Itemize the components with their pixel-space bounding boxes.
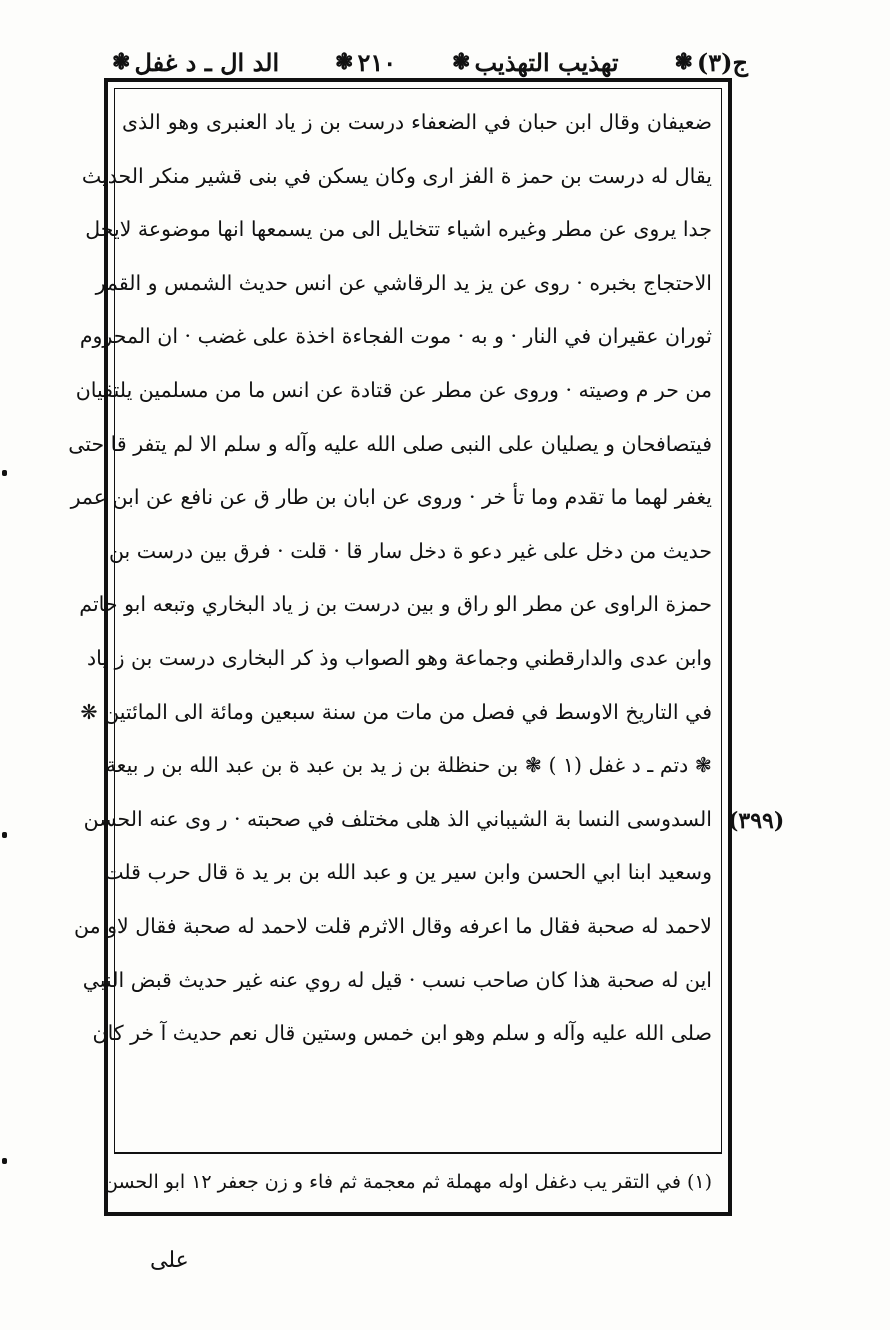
volume-label: ج(٣) xyxy=(696,47,748,77)
ornament-icon: ❃ xyxy=(335,49,354,75)
text-line: وابن عدى والدارقطني وجماعة وهو الصواب وذ كر البخارى درست بن ز ياد xyxy=(87,645,712,670)
text-line: ضعيفان وقال ابن حبان في الضعفاء درست بن ز ياد العنبرى وهو الذى xyxy=(122,110,712,134)
ornament-icon: ❃ xyxy=(112,49,131,75)
text-line: في التاريخ الاوسط في فصل من مات من سنة سبعين ومائة الى المائتين ❋ xyxy=(80,699,712,724)
header-section-group xyxy=(108,48,279,77)
page-number: ٢١٠ xyxy=(357,47,397,77)
header-title-group xyxy=(448,48,619,77)
text-line: يغفر لهما ما تقدم وما تأ خر · وروى عن ابان بن طار ق عن نافع عن ابن عمر xyxy=(70,485,712,510)
text-line: لاحمد له صحبة فقال ما اعرفه وقال الاثرم قلت لاحمد له صحبة فقال لاو من xyxy=(74,913,712,938)
scan-mark xyxy=(2,832,7,838)
book-title: تهذيب التهذيب xyxy=(474,47,619,77)
text-line: ثوران عقيران في النار · و به · موت الفجاءة اخذة على غضب · ان المحروم xyxy=(79,324,712,349)
scan-mark xyxy=(2,470,7,476)
header-volume xyxy=(670,48,748,77)
entry-number: (٣٩٩) xyxy=(728,808,785,834)
text-line: صلى الله عليه وآله و سلم وهو ابن خمس وستين قال نعم حديث آ خر كان xyxy=(92,1021,712,1046)
text-line: فيتصافحان و يصليان على النبى صلى الله عليه وآله و سلم الا لم يتفر قا حتى xyxy=(68,431,712,456)
text-line: حديث من دخل على غير دعو ة دخل سار قا · قلت · فرق بين درست بن xyxy=(108,538,712,563)
text-line: حمزة الراوى عن مطر الو راق و بين درست بن ز ياد البخاري وتبعه ابو حاتم xyxy=(79,592,712,617)
main-text xyxy=(68,96,712,1061)
entry-heading-line: ❃ دتم ـ د غفل (١ ) ❃ بن حنظلة بن ز يد بن عبد ة بن عبد الله بن ر بيعة xyxy=(105,753,712,778)
text-line: وسعيد ابنا ابي الحسن وابن سير ين و عبد الله بن بر يد ة قال حرب قلت xyxy=(104,860,712,885)
ornament-icon: ❃ xyxy=(452,49,471,75)
scan-mark xyxy=(2,1158,7,1164)
text-line: الاحتجاج بخبره · روى عن يز يد الرقاشي عن انس حديث الشمس و القمر xyxy=(95,270,712,295)
text-line: من حر م وصيته · وروى عن مطر عن قتادة عن انس ما من مسلمين يلتقيان xyxy=(75,377,712,402)
ornament-icon: ❃ xyxy=(674,49,693,75)
header-page-group xyxy=(331,48,396,77)
text-line: السدوسى النسا بة الشيباني الذ هلى مختلف في صحبته · ر وى عنه الحسن xyxy=(83,806,712,831)
text-line: يقال له درست بن حمز ة الفز ارى وكان يسكن في بنى قشير منكر الحديث xyxy=(81,163,712,188)
footnote: (١) في التقر يب دغفل اوله مهملة ثم معجمة ثم فاء و زن جعفر ١٢ ابو الحسن xyxy=(104,1171,712,1193)
catchword: على xyxy=(150,1248,189,1273)
section-label: الد ال ـ د غفل xyxy=(134,47,280,77)
text-line: اين له صحبة هذا كان صاحب نسب · قيل له روي عنه غير حديث قبض النبي xyxy=(82,967,712,992)
text-line: جدا يروى عن مطر وغيره اشياء تتخايل الى من يسمعها انها موضوعة لايحل xyxy=(85,217,712,242)
footnote-divider xyxy=(114,1153,722,1154)
